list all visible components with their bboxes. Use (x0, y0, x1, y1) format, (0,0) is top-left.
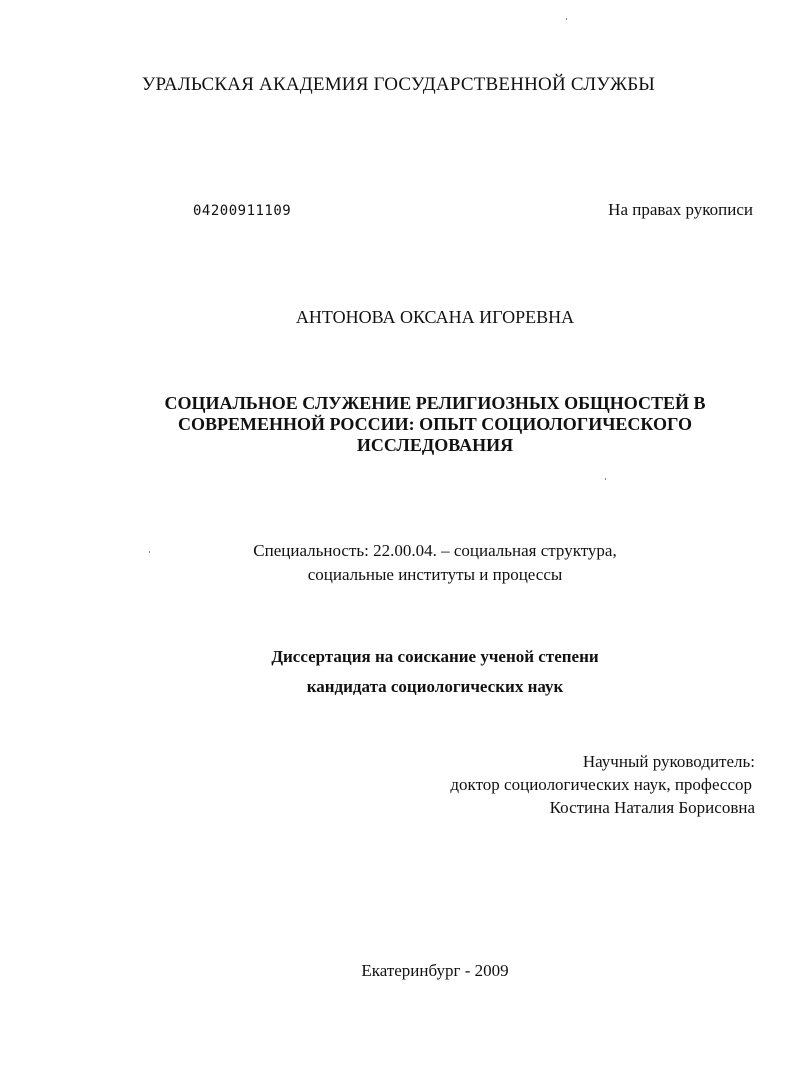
advisor-block (450, 750, 755, 819)
institution-name: УРАЛЬСКАЯ АКАДЕМИЯ ГОСУДАРСТВЕННОЙ СЛУЖБЫ (141, 74, 656, 95)
degree-block (0, 647, 797, 697)
specialty-block (0, 539, 797, 587)
advisor-line: Научный руководитель: (582, 752, 755, 771)
title-line: СОВРЕМЕННОЙ РОССИИ: ОПЫТ СОЦИОЛОГИЧЕСКОГО (177, 414, 693, 434)
title-line: ИССЛЕДОВАНИЯ (356, 435, 514, 455)
advisor-line: Костина Наталия Борисовна (549, 798, 755, 817)
rights-note: На правах рукописи (608, 200, 753, 219)
specialty-line: социальные институты и процессы (307, 565, 563, 584)
document-number: 04200911109 (193, 203, 292, 219)
degree-line: Диссертация на соискание ученой степени (271, 647, 599, 666)
scan-speck (149, 551, 150, 553)
author-name: АНТОНОВА ОКСАНА ИГОРЕВНА (295, 307, 575, 327)
advisor-line: доктор социологических наук, профессор (450, 775, 752, 794)
scan-speck (605, 478, 606, 480)
specialty-line: Специальность: 22.00.04. – социальная структура, (253, 541, 617, 560)
degree-line: кандидата социологических наук (306, 677, 564, 696)
city-year: Екатеринбург - 2009 (361, 961, 509, 980)
title-line: СОЦИАЛЬНОЕ СЛУЖЕНИЕ РЕЛИГИОЗНЫХ ОБЩНОСТЕЙ В (164, 393, 706, 413)
scan-speck (566, 18, 567, 20)
dissertation-title (140, 393, 730, 456)
